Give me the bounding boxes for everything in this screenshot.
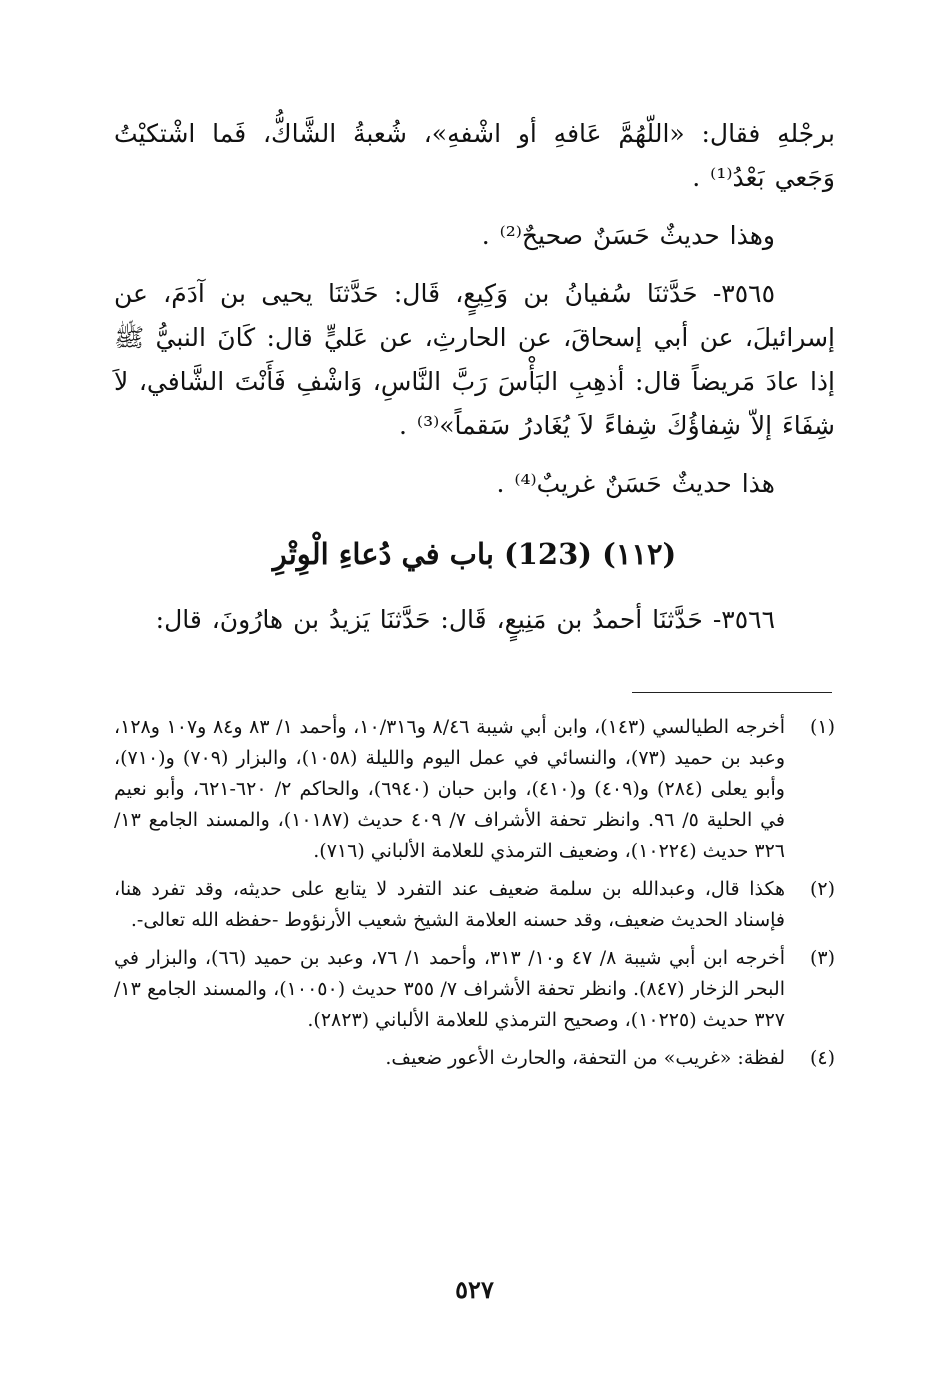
- footnote-text: أخرجه الطيالسي (١٤٣)، وابن أبي شيبة ٨/٤٦ و١٠/٣١٦، وأحمد ١/ ٨٣ و٨٤ و١٠٧ و١٢٨، وعبد بن حميد (٧٣)، والنسائي في عمل اليوم والليلة (١٠٥٨)، والبزار (٧٠٩) و(٧١٠)، وأبو يعلى (٢٨٤) و(٤٠٩) و(٤١٠)، وابن حبان (٦٩٤٠)، والحاكم ٢/ ٦٢٠-٦٢١، وأبو نعيم في الحلية ٥/ ٩٦. وانظر تحفة الأشراف ٧/ ٤٠٩ حديث (١٠١٨٧)، والمسند الجامع ١٣/ ٣٢٦ حديث (١٠٢٢٤)، وضعيف الترمذي للعلامة الألباني (٧١٦).: [114, 716, 786, 862]
- footnote: [114, 874, 835, 936]
- footnote-number: (٢): [809, 878, 835, 900]
- footnote: [114, 712, 835, 867]
- grading-note-2: هذا حديثٌ حَسَنٌ غريبٌ⁽⁴⁾ .: [496, 469, 775, 498]
- footnote: [114, 943, 835, 1036]
- footnote-number: (٣): [809, 947, 835, 969]
- main-text: [114, 112, 835, 642]
- footnotes: [114, 712, 835, 1081]
- chapter-heading: (١١٢) (123) باب في دُعاءِ الْوِتْرِ: [272, 537, 677, 571]
- footnote-number: (٤): [809, 1047, 835, 1069]
- footnote: [114, 1043, 835, 1074]
- hadith-3566: ٣٥٦٦- حَدَّثنَا أحمدُ بن مَنِيعٍ، قَال: حَدَّثنَا يَزيدُ بن هارُونَ، قال:: [155, 605, 775, 634]
- footnote-divider: [632, 692, 832, 693]
- footnote-text: أخرجه ابن أبي شيبة ٨/ ٤٧ و١٠/ ٣١٣، وأحمد ١/ ٧٦، وعبد بن حميد (٦٦)، والبزار في البحر الزخار (٨٤٧). وانظر تحفة الأشراف ٧/ ٣٥٥ حديث (١٠٠٥٠)، والمسند الجامع ١٣/ ٣٢٧ حديث (١٠٢٢٥)، وصحيح الترمذي للعلامة الألباني (٢٨٢٣).: [114, 947, 785, 1031]
- page-number: ٥٢٧: [455, 1275, 494, 1304]
- hadith-3565: ٣٥٦٥- حَدَّثنَا سُفيانُ بن وَكِيعٍ، قَال: حَدَّثنَا يحيى بن آدَمَ، عن إسرائيلَ، عن أبي إسحاقَ، عن الحارثِ، عن عَليٍّ قال: كَانَ النبيُّ ﷺ إذا عادَ مَريضاً قال: أذهِبِ البَأْسَ رَبَّ النَّاسِ، وَاشْفِ فَأَنْتَ الشَّافي، لاَ شِفَاءَ إلاّ شِفاؤُكَ شِفاءً لاَ يُغَادرُ سَقماً»⁽³⁾ .: [114, 279, 836, 440]
- paragraph-continuation: برجْلهِ فقال: «اللّهُمَّ عَافهِ أو اشْفهِ»، شُعبةُ الشَّاكُّ، فَما اشْتكيْتُ وَجَعي بَعْدُ⁽¹⁾ .: [114, 119, 835, 192]
- footnote-number: (١): [809, 716, 835, 738]
- footnote-text: لفظة: «غريب» من التحفة، والحارث الأعور ضعيف.: [385, 1047, 785, 1069]
- grading-note-1: وهذا حديثٌ حَسَنٌ صحيحٌ⁽²⁾ .: [481, 221, 775, 250]
- footnote-text: هكذا قال، وعبدالله بن سلمة ضعيف عند التفرد لا يتابع على حديثه، وقد تفرد هنا، فإسناد الحديث ضعيف، وقد حسنه العلامة الشيخ شعيب الأرنؤوط -حفظه الله تعالى-.: [114, 878, 785, 931]
